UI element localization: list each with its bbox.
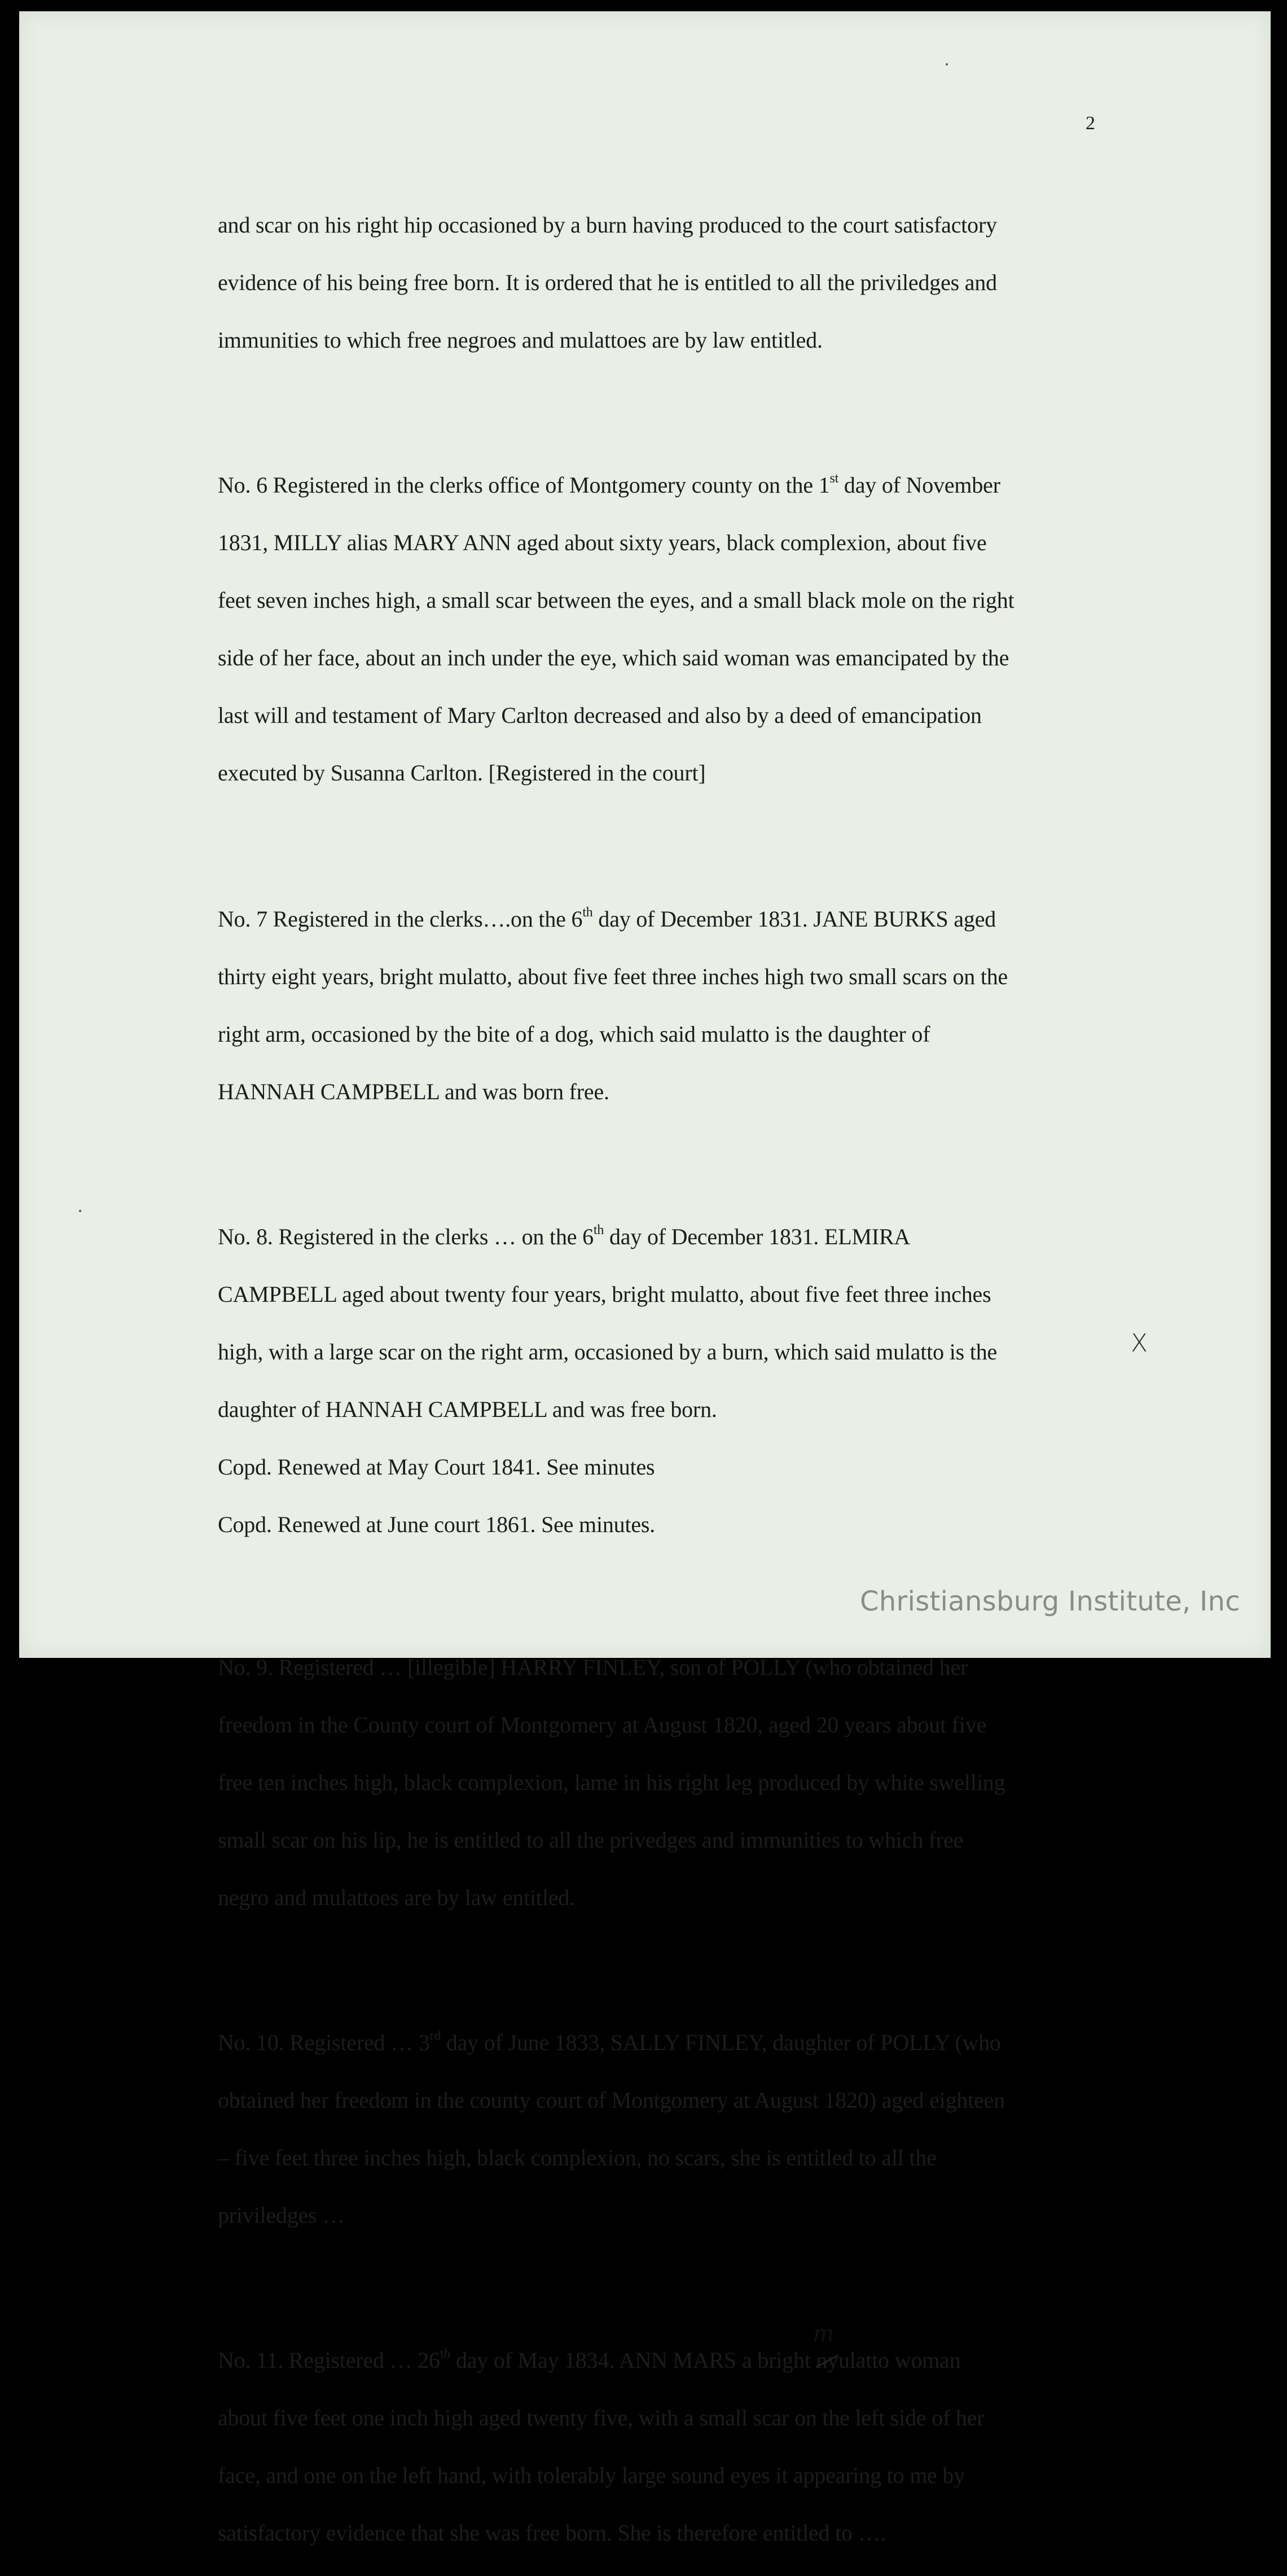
document-page: [19, 11, 1271, 2546]
text-line: Copd. Renewed at May Court 1841. See minutes: [218, 1454, 655, 1480]
document-body: [218, 182, 1143, 2576]
text-line: freedom in the County court of Montgomery at August 1820, aged 20 years about five: [218, 1712, 987, 1737]
text-line: and scar on his right hip occasioned by a burn having produced to the court satisfactory: [218, 212, 997, 238]
text-line: Copd. Renewed at June court 1861. See minutes.: [218, 1512, 656, 1537]
entry-no-10: [218, 1999, 1143, 2258]
watermark: Christiansburg Institute, Inc: [860, 1586, 1241, 1617]
text-line: negro and mulattoes are by law entitled.: [218, 1885, 575, 1910]
paper-speck: [79, 1210, 81, 1212]
entry-no-6: [218, 442, 1143, 816]
text-line: priviledges …: [218, 2202, 345, 2228]
entry-no-11: [218, 2317, 1143, 2576]
text-line: CAMPBELL aged about twenty four years, bright mulatto, about five feet three inches: [218, 1282, 991, 1307]
text-line: face, and one on the left hand, with tolerably large sound eyes it appearing to me by: [218, 2463, 965, 2488]
text-line: HANNAH CAMPBELL and was born free.: [218, 1079, 609, 1104]
text-line: 1831, MILLY alias MARY ANN aged about sixty years, black complexion, about five: [218, 530, 987, 555]
text-line: satisfactory evidence that she was free born. She is therefore entitled to ….: [218, 2520, 886, 2546]
text-line: daughter of HANNAH CAMPBELL and was free born.: [218, 1397, 717, 1422]
text-line: No. 10. Registered … 3rd day of June 1833, SALLY FINLEY, daughter of POLLY (who: [218, 2028, 1001, 2055]
text-line: evidence of his being free born. It is ordered that he is entitled to all the priviledges and: [218, 270, 997, 295]
text-line: feet seven inches high, a small scar between the eyes, and a small black mole on the right: [218, 587, 1014, 613]
text-line: No. 11. Registered … 26th day of May 1834. ANN MARS a bright ny m ulatto woman: [218, 2346, 1143, 2375]
text-line: thirty eight years, bright mulatto, about five feet three inches high two small scars on the: [218, 964, 1008, 989]
entry-no-9: [218, 1624, 1143, 1941]
text-line: No. 9. Registered … [illegible] HARRY FINLEY, son of POLLY (who obtained her: [218, 1655, 968, 1680]
handwritten-correction: m: [812, 2321, 834, 2347]
text-line: No. 8. Registered in the clerks … on the 6th day of December 1831. ELMIRA: [218, 1222, 911, 1249]
handwritten-x-mark: X: [1131, 1329, 1148, 1358]
struck-correction: ny m: [816, 2346, 838, 2375]
text-line: No. 7 Registered in the clerks….on the 6th day of December 1831. JANE BURKS aged: [218, 905, 996, 932]
page-number: 2: [1086, 113, 1095, 134]
text-line: side of her face, about an inch under the eye, which said woman was emancipated by the: [218, 645, 1009, 670]
text-line: about five feet one inch high aged twenty five, with a small scar on the left side of her: [218, 2405, 985, 2430]
text-line: immunities to which free negroes and mulattoes are by law entitled.: [218, 327, 823, 353]
text-line: – five feet three inches high, black complexion, no scars, she is entitled to all the: [218, 2145, 937, 2170]
entry-no-8: [218, 1193, 1143, 1568]
paper-speck: [946, 63, 948, 65]
text-line: No. 6 Registered in the clerks office of Montgomery county on the 1st day of November: [218, 471, 1000, 498]
text-line: executed by Susanna Carlton. [Registered in the court]: [218, 760, 706, 785]
text-line: obtained her freedom in the county court of Montgomery at August 1820) aged eighteen: [218, 2087, 1005, 2113]
entry-no-7: [218, 876, 1143, 1135]
text-line: free ten inches high, black complexion, lame in his right leg produced by white swelling: [218, 1770, 1005, 1795]
text-line: small scar on his lip, he is entitled to all the privedges and immunities to which free: [218, 1827, 964, 1853]
text-line: last will and testament of Mary Carlton decreased and also by a deed of emancipation: [218, 703, 982, 728]
entry-continuation: [218, 182, 1143, 383]
text-line: right arm, occasioned by the bite of a dog, which said mulatto is the daughter of: [218, 1021, 930, 1047]
text-line: high, with a large scar on the right arm, occasioned by a burn, which said mulatto is the: [218, 1339, 998, 1364]
